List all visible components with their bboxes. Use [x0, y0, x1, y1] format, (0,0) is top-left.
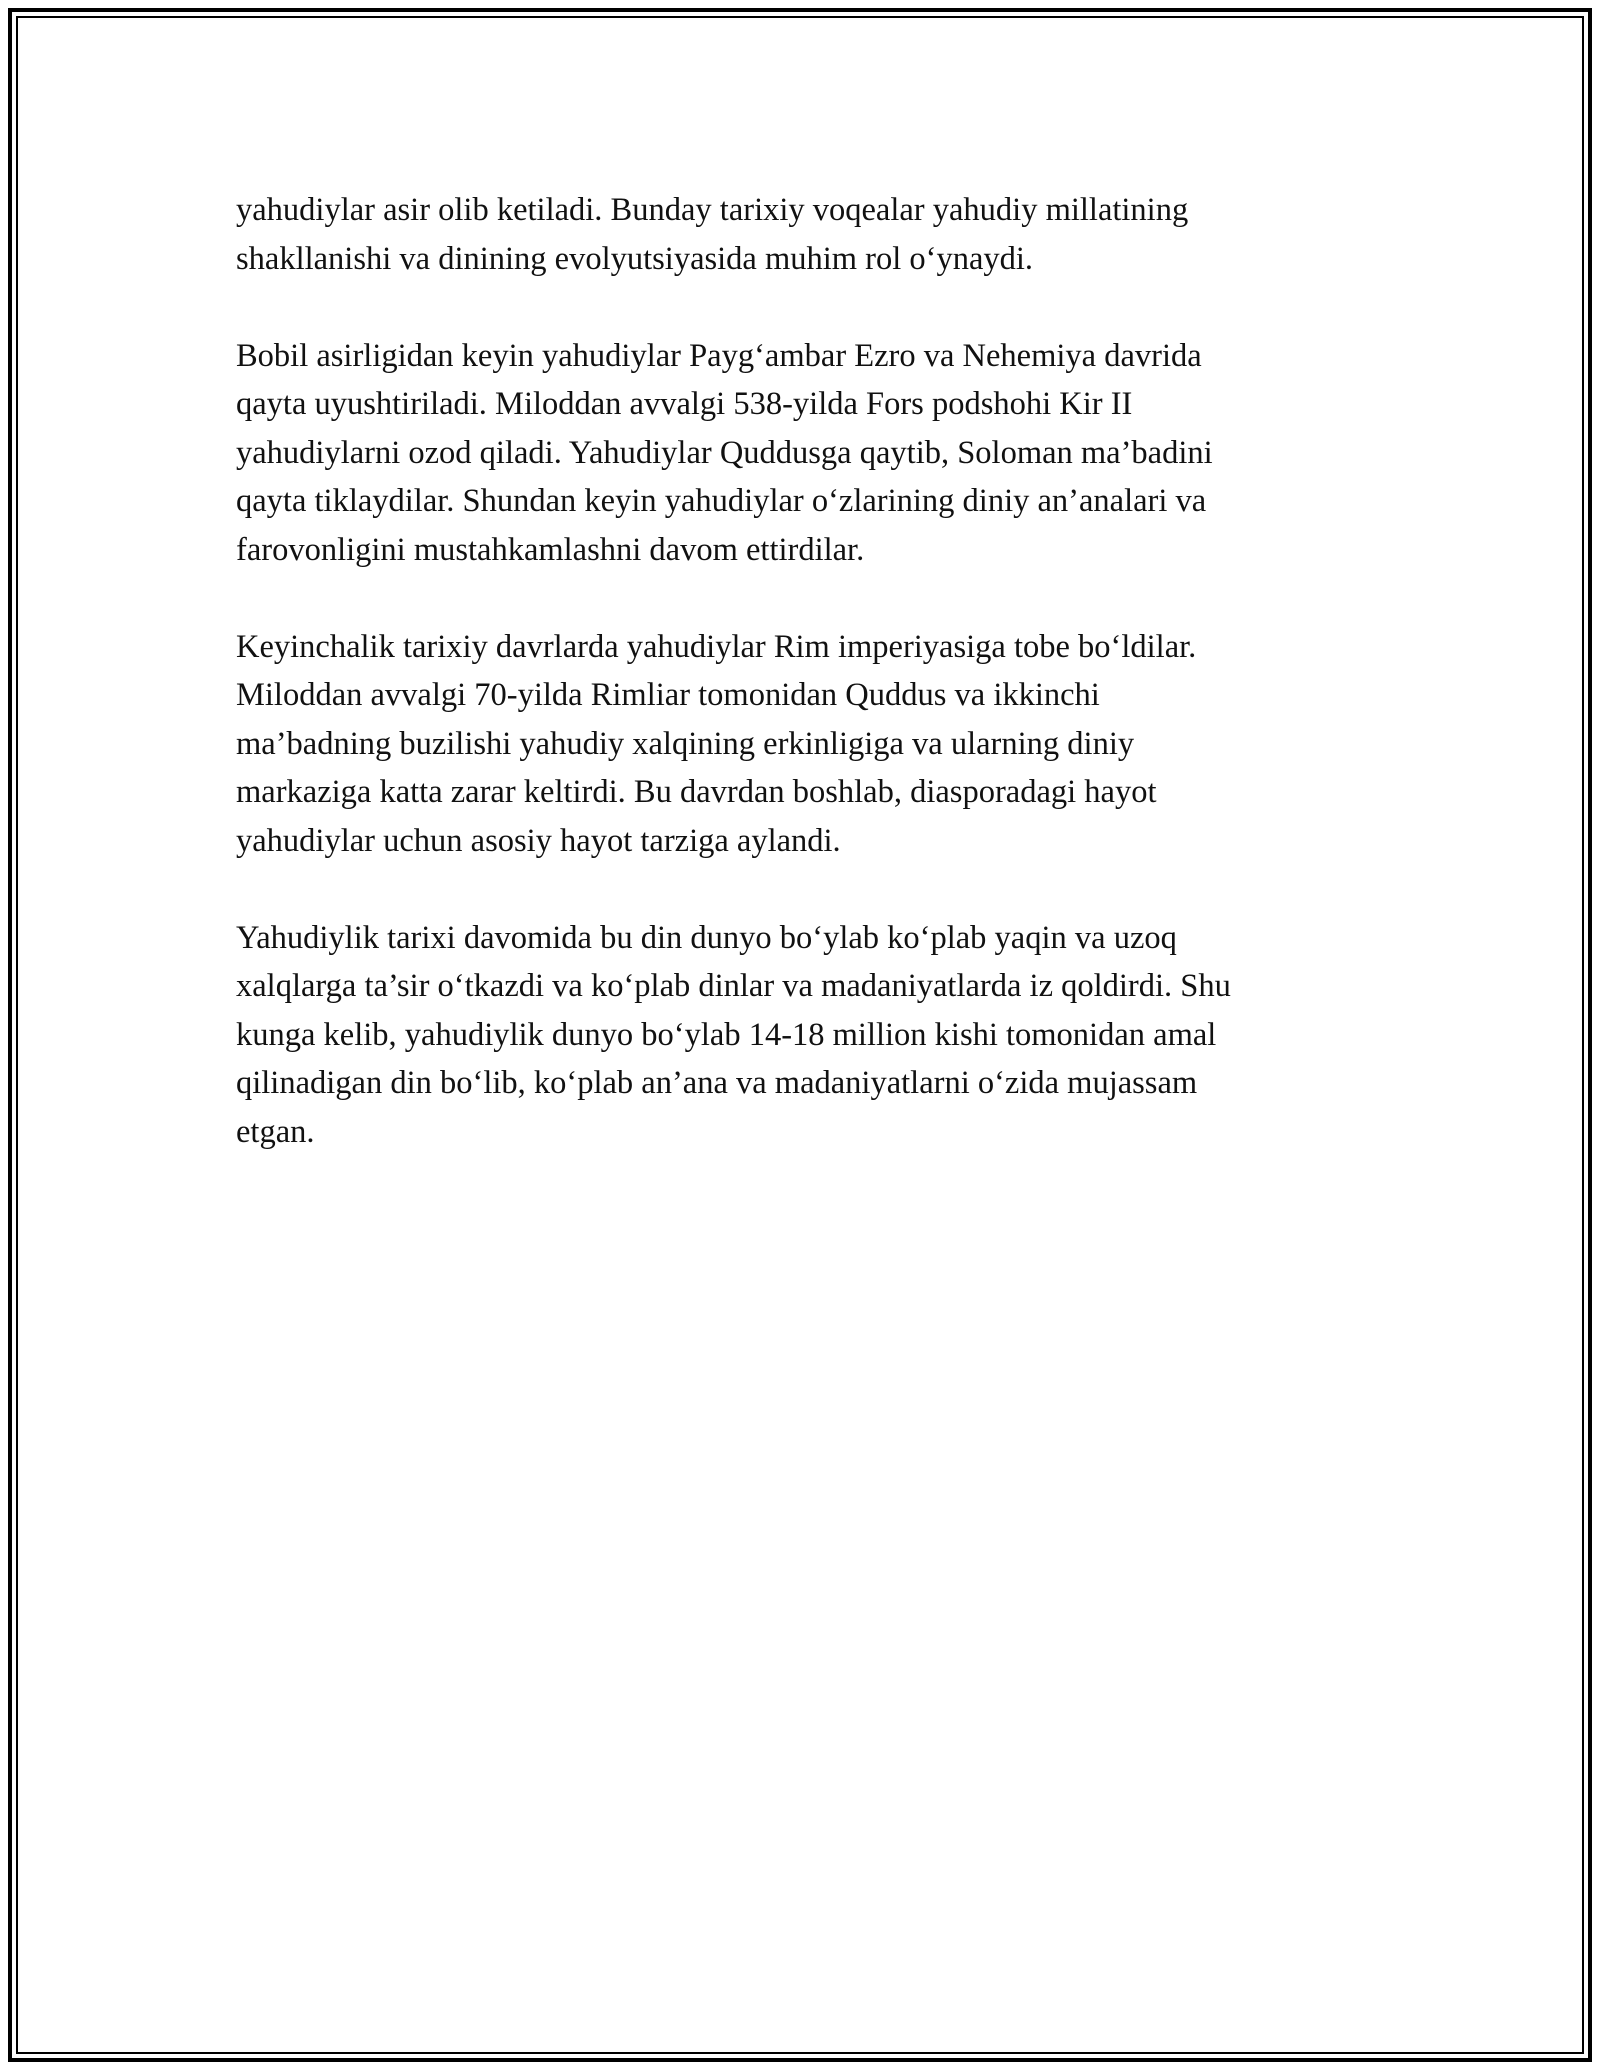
text-line: markaziga katta zarar keltirdi. Bu davrdan boshlab, diasporadagi hayot: [236, 774, 1157, 810]
text-line: ma’badning buzilishi yahudiy xalqining erkinligiga va ularning diniy: [236, 725, 1135, 762]
text-line: Bobil asirligidan keyin yahudiylar Payg‘ambar Ezro va Nehemiya davrida: [236, 337, 1202, 374]
text-line: yahudiylar uchun asosiy hayot tarziga aylandi.: [236, 822, 841, 859]
text-line: qayta uyushtiriladi. Miloddan avvalgi 538-yilda Fors podshohi Kir II: [236, 386, 1133, 422]
text-line: farovonligini mustahkamlashni davom ettirdilar.: [236, 531, 865, 568]
text-line: xalqlarga ta’sir o‘tkazdi va ko‘plab dinlar va madaniyatlarda iz qoldirdi. Shu: [236, 968, 1231, 1004]
paragraph-4: [236, 914, 1376, 1157]
text-line: kunga kelib, yahudiylik dunyo bo‘ylab 14-18 million kishi tomonidan amal: [236, 1016, 1217, 1053]
text-line: etgan.: [236, 1113, 315, 1150]
text-line: shakllanishi va dinining evolyutsiyasida muhim rol o‘ynaydi.: [236, 240, 1034, 277]
text-line: Yahudiylik tarixi davomida bu din dunyo bo‘ylab ko‘plab yaqin va uzoq: [236, 919, 1177, 956]
paragraph-2: [236, 332, 1376, 575]
text-line: qayta tiklaydilar. Shundan keyin yahudiylar o‘zlarining diniy an’analari va: [236, 483, 1207, 519]
paragraph-1: [236, 186, 1376, 283]
text-line: qilinadigan din bo‘lib, ko‘plab an’ana va madaniyatlarni o‘zida mujassam: [236, 1065, 1198, 1101]
paragraph-3: [236, 623, 1376, 866]
text-line: Keyinchalik tarixiy davrlarda yahudiylar Rim imperiyasiga tobe bo‘ldilar.: [236, 628, 1197, 665]
text-line: Miloddan avvalgi 70-yilda Rimliar tomonidan Quddus va ikkinchi: [236, 677, 1100, 713]
text-line: yahudiylarni ozod qiladi. Yahudiylar Quddusga qaytib, Soloman ma’badini: [236, 434, 1213, 471]
text-line: yahudiylar asir olib ketiladi. Bunday tarixiy voqealar yahudiy millatining: [236, 192, 1189, 228]
document-body: [236, 186, 1376, 1205]
